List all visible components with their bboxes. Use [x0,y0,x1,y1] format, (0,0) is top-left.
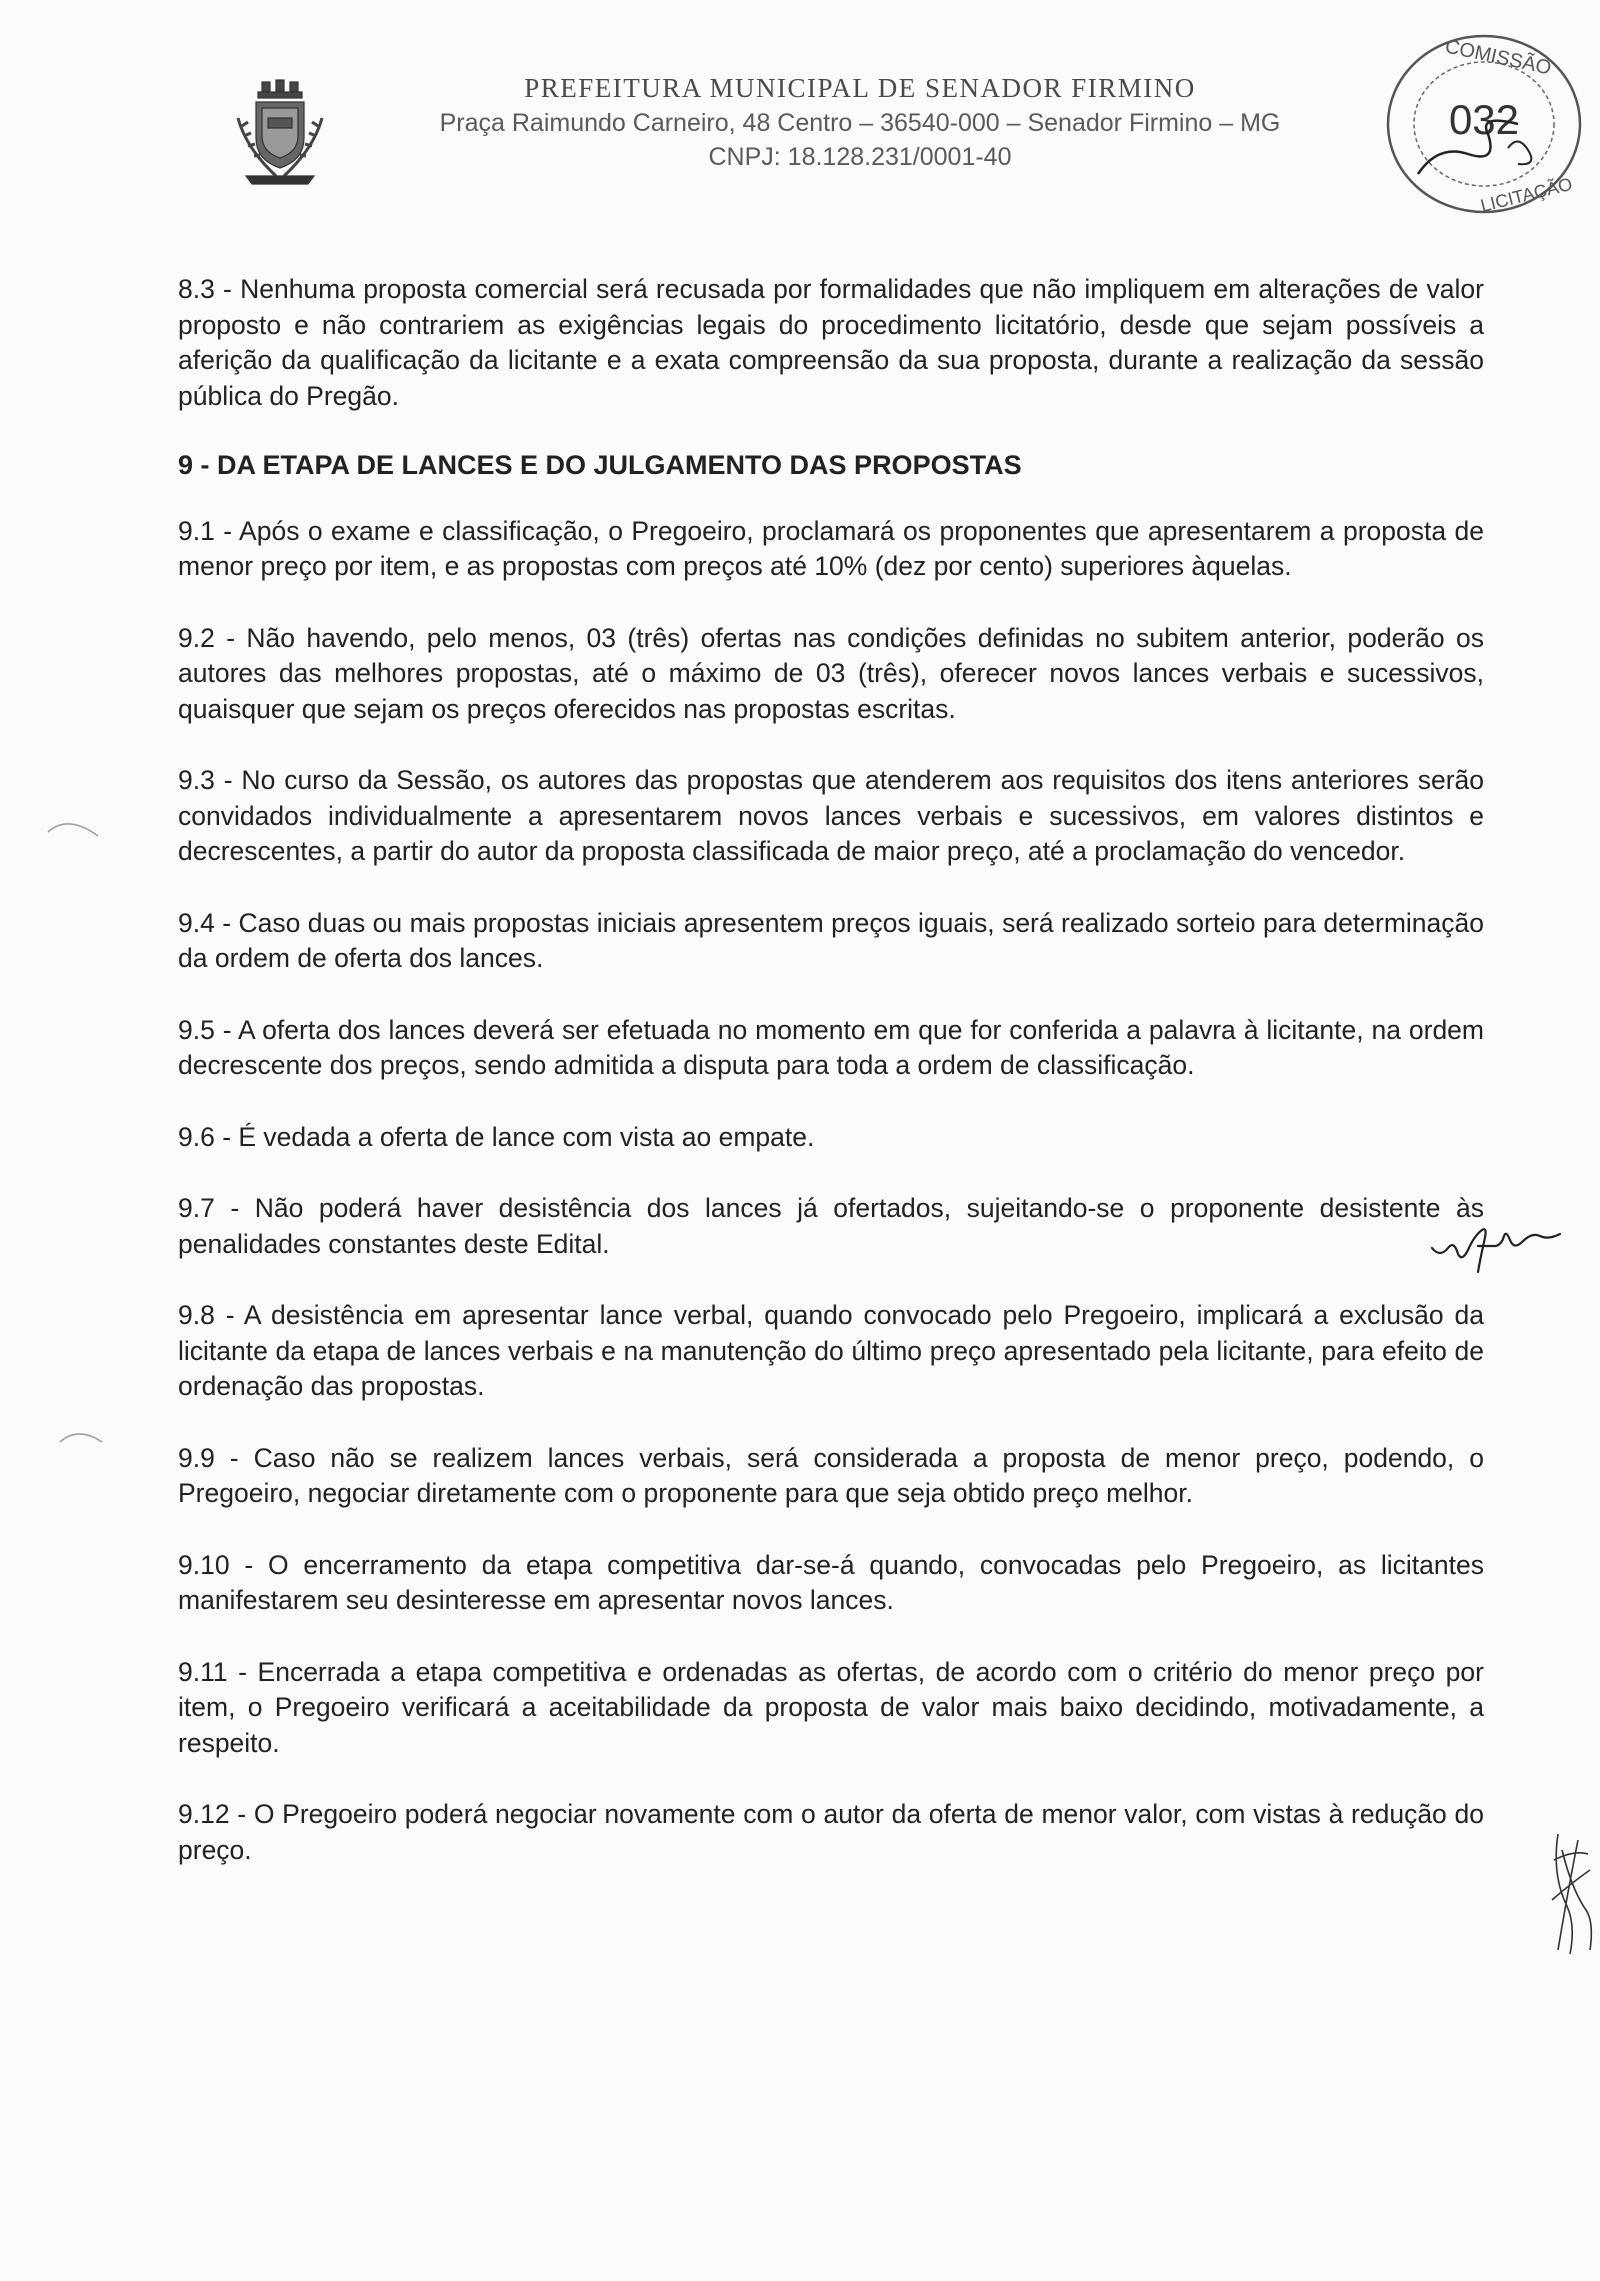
municipality-address: Praça Raimundo Carneiro, 48 Centro – 36540-000 – Senador Firmino – MG [439,109,1281,137]
clause-9-2: 9.2 - Não havendo, pelo menos, 03 (três) ofertas nas condições definidas no subitem anterior, poderão os autores das melhores propostas, até o máximo de 03 (três), oferecer novos lances verbais e sucessivos, quaisquer que sejam os preços oferecidos nas propostas escritas. [178,622,1484,724]
comissao-licitacao-stamp [1378,24,1590,224]
stamp-page-number: 032 [1448,96,1520,143]
margin-mark [44,812,104,842]
clause-8-3: 8.3 - Nenhuma proposta comercial será recusada por formalidades que não impliquem em alterações de valor proposto e não contrariem as exigências legais do procedimento licitatório, desde que sejam possíveis a aferição da qualificação da licitante e a exata compreensão da sua proposta, durante a realização da sessão pública do Pregão. [178,274,1484,411]
clause-9-3: 9.3 - No curso da Sessão, os autores das propostas que atenderem aos requisitos dos itens anteriores serão convidados individualmente a apresentarem novos lances verbais e sucessivos, em valores distintos e decrescentes, a partir do autor da proposta classificada de maior preço, até a proclamação do vencedor. [178,765,1484,866]
clause-9-7: 9.7 - Não poderá haver desistência dos lances já ofertados, sujeitando-se o proponente desistente às penalidades constantes deste Edital. [178,1193,1484,1259]
municipality-title: PREFEITURA MUNICIPAL DE SENADOR FIRMINO [524,73,1196,103]
svg-text:LICITAÇÃO: LICITAÇÃO [1478,173,1575,216]
margin-mark [56,1424,106,1448]
clause-9-6: 9.6 - É vedada a oferta de lance com vista ao empate. [178,1121,815,1152]
clause-9-5: 9.5 - A oferta dos lances deverá ser efetuada no momento em que for conferida a palavra à licitante, na ordem decrescente dos preços, sendo admitida a disputa para toda a ordem de classificação. [178,1014,1484,1080]
section-heading-9: 9 - DA ETAPA DE LANCES E DO JULGAMENTO DAS PROPOSTAS [178,450,1022,480]
clause-9-8: 9.8 - A desistência em apresentar lance verbal, quando convocado pelo Pregoeiro, implicará a exclusão da licitante da etapa de lances verbais e na manutenção do último preço apresentado pela licitante, para efeito de ordenação das propostas. [178,1300,1484,1401]
svg-text:COMISSÃO: COMISSÃO [1443,35,1554,80]
clause-9-4: 9.4 - Caso duas ou mais propostas iniciais apresentem preços iguais, será realizado sorteio para determinação da ordem de oferta dos lances. [178,907,1484,973]
clause-9-12: 9.12 - O Pregoeiro poderá negociar novamente com o autor da oferta de menor valor, com vistas à redução do preço. [178,1799,1484,1865]
letterhead [360,70,1360,174]
municipal-crest-icon [232,78,328,190]
clause-9-9: 9.9 - Caso não se realizem lances verbais, será considerada a proposta de menor preço, podendo, o Pregoeiro, negociar diretamente com o proponente para que seja obtido preço melhor. [178,1442,1484,1508]
clause-9-10: 9.10 - O encerramento da etapa competitiva dar-se-á quando, convocadas pelo Pregoeiro, as licitantes manifestarem seu desinteresse em apresentar novos lances. [178,1549,1484,1615]
handwritten-initials [1428,1212,1576,1282]
municipality-cnpj: CNPJ: 18.128.231/0001-40 [708,143,1012,171]
document-body [178,272,1484,1868]
handwritten-signature [1548,1830,1596,1960]
clause-9-1: 9.1 - Após o exame e classificação, o Pregoeiro, proclamará os proponentes que apresentarem a proposta de menor preço por item, e as propostas com preços até 10% (dez por cento) superiores àquelas. [178,515,1484,581]
clause-9-11: 9.11 - Encerrada a etapa competitiva e ordenadas as ofertas, de acordo com o critério do menor preço por item, o Pregoeiro verificará a aceitabilidade da proposta de valor mais baixo decidindo, motivadamente, a respeito. [178,1656,1484,1758]
